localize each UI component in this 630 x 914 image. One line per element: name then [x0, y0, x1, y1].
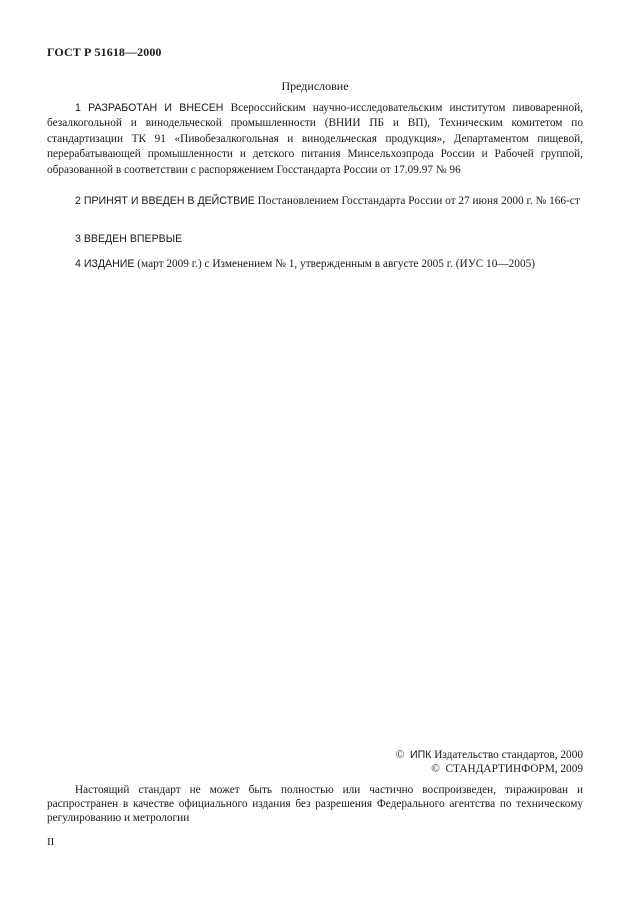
legal-notice-text: Настоящий стандарт не может быть полностью или частично воспроизведен, тиражирован и распространен в качестве официального издания без разрешения Федерального агентства по техническому регулированию и метрологии	[47, 784, 583, 825]
page-number: II	[47, 836, 55, 848]
copyright-text-2: СТАНДАРТИНФОРМ, 2009	[445, 763, 583, 775]
paragraph-2	[47, 194, 583, 209]
paragraph-2-text: Постановлением Госстандарта России от 27 июня 2000 г. № 166-ст	[254, 195, 580, 207]
paragraph-4	[47, 257, 583, 272]
copyright-text-1-visible: Издательство стандартов, 2000	[431, 749, 583, 761]
paragraph-1	[47, 101, 583, 178]
paragraph-1-lead: 1 РАЗРАБОТАН И ВНЕСЕН	[75, 102, 224, 114]
paragraph-2-lead: 2 ПРИНЯТ И ВВЕДЕН В ДЕЙСТВИЕ	[75, 195, 255, 207]
paragraph-3-lead: 3 ВВЕДЕН ВПЕРВЫЕ	[75, 233, 183, 245]
legal-notice	[47, 783, 583, 826]
section-title: Предисловие	[281, 79, 349, 93]
copyright-line-1	[223, 748, 583, 762]
paragraph-4-lead: 4 ИЗДАНИЕ	[75, 258, 135, 270]
copyright-org-prefix: ИПК	[410, 749, 432, 761]
paragraph-1-text: Всероссийским научно-исследовательским институтом пивоваренной, безалкогольной и винодельческой промышленности (ВНИИ ПБ и ВП), Техническим комитетом по стандартизации ТК 91 «Пивобезалкогольная и винодельческая продукция», Департаментом пищевой, перерабатывающей промышленности и детского питания Минсельхозпрода России и Рабочей группой, образованной в соответствии с распоряжением Госстандарта России от 17.09.97 № 96	[47, 102, 583, 176]
copyright-symbol: ©	[395, 749, 405, 761]
copyright-line-2	[223, 762, 583, 776]
document-header: ГОСТ Р 51618—2000	[47, 45, 162, 59]
copyright-symbol: ©	[431, 763, 440, 775]
paragraph-3	[47, 232, 583, 247]
paragraph-4-text: (март 2009 г.) с Изменением № 1, утвержденным в августе 2005 г. (ИУС 10—2005)	[134, 258, 536, 270]
